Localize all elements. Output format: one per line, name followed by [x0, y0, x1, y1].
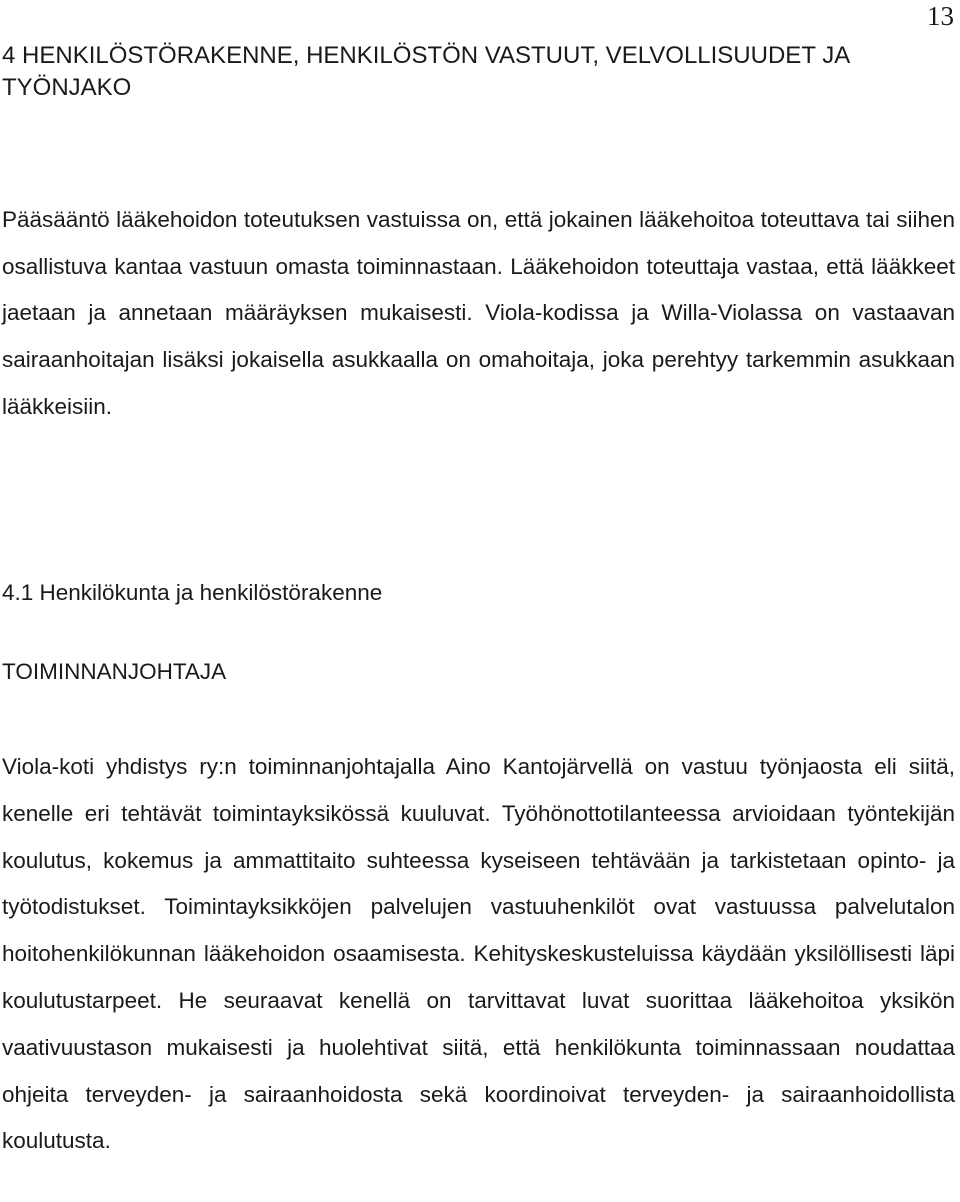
intro-paragraph: Pääsääntö lääkehoidon toteutuksen vastuissa on, että jokainen lääkehoitoa toteuttava tai siihen osallistuva kantaa vastuun omasta toiminnastaan. Lääkehoidon toteuttaja vastaa, että lääkkeet jaetaan ja annetaan määräyksen mukaisesti. Viola-kodissa ja Willa-Violassa on vastaavan sairaanhoitajan lisäksi jokaisella asukkaalla on omahoitaja, joka perehtyy tarkemmin asukkaan lääkkeisiin. [2, 207, 955, 419]
page-number: 13 [927, 1, 954, 31]
role-heading: TOIMINNANJOHTAJA [2, 659, 227, 684]
section-paragraph: Viola-koti yhdistys ry:n toiminnanjohtajalla Aino Kantojärvellä on vastuu työnjaosta eli siitä, kenelle eri tehtävät toimintayksikössä kuuluvat. Työhönottotilanteessa arvioidaan työntekijän koulutus, kokemus ja ammattitaito suhteessa kyseiseen tehtävään ja tarkistetaan opinto- ja työtodistukset. Toimintayksikköjen palvelujen vastuuhenkilöt ovat vastuussa palvelutalon hoitohenkilökunnan lääkehoidon osaamisesta. Kehityskeskusteluissa käydään yksilöllisesti läpi koulutustarpeet. He seuraavat kenellä on tarvittavat luvat suorittaa lääkehoitoa yksikön vaativuustason mukaisesti ja huolehtivat siitä, että henkilökunta toiminnassaan noudattaa ohjeita terveyden- ja sairaanhoidosta sekä koordinoivat terveyden- ja sairaanhoidollista koulutusta. [2, 754, 955, 1154]
chapter-title: 4 HENKILÖSTÖRAKENNE, HENKILÖSTÖN VASTUUT, VELVOLLISUUDET JA TYÖNJAKO [2, 42, 849, 101]
section-heading: 4.1 Henkilökunta ja henkilöstörakenne [2, 580, 383, 605]
